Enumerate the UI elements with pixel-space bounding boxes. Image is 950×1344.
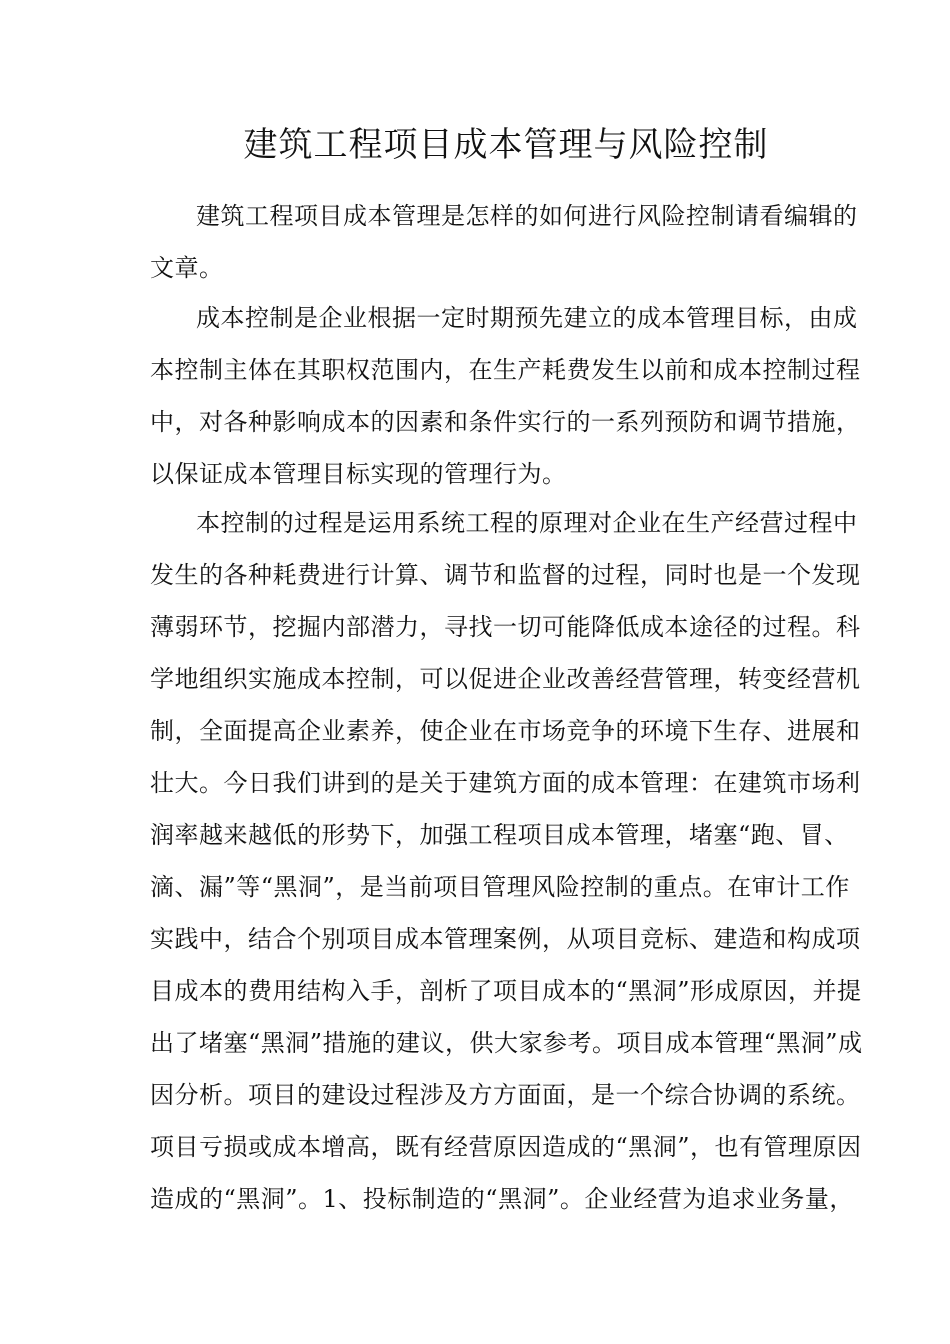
document-title: 建筑工程项目成本管理与风险控制 <box>243 125 769 165</box>
paragraph-line: 建筑工程项目成本管理是怎样的如何进行风险控制请看编辑的 <box>196 202 858 230</box>
paragraph-1 <box>150 190 858 294</box>
paragraph-line: 因分析。项目的建设过程涉及方方面面，是一个综合协调的系统。 <box>150 1081 861 1109</box>
paragraph-line: 造成的“黑洞”。1、投标制造的“黑洞”。企业经营为追求业务量， <box>150 1185 854 1213</box>
paragraph-line: 发生的各种耗费进行计算、调节和监督的过程，同时也是一个发现 <box>150 561 861 589</box>
paragraph-line: 滴、漏”等“黑洞”，是当前项目管理风险控制的重点。在审计工作 <box>150 873 850 901</box>
paragraph-line: 本控制的过程是运用系统工程的原理对企业在生产经营过程中 <box>196 509 858 537</box>
paragraph-line: 以保证成本管理目标实现的管理行为。 <box>150 460 567 488</box>
paragraph-line: 润率越来越低的形势下，加强工程项目成本管理，堵塞“跑、冒、 <box>150 821 849 849</box>
paragraph-3 <box>150 497 863 1225</box>
paragraph-2 <box>150 292 861 500</box>
paragraph-line: 薄弱环节，挖掘内部潜力，寻找一切可能降低成本途径的过程。科 <box>150 613 861 641</box>
paragraph-line: 文章。 <box>150 254 224 282</box>
paragraph-line: 目成本的费用结构入手，剖析了项目成本的“黑洞”形成原因，并提 <box>150 977 862 1005</box>
paragraph-line: 实践中，结合个别项目成本管理案例，从项目竞标、建造和构成项 <box>150 925 861 953</box>
paragraph-line: 成本控制是企业根据一定时期预先建立的成本管理目标，由成 <box>196 304 858 332</box>
paragraph-line: 出了堵塞“黑洞”措施的建议，供大家参考。项目成本管理“黑洞”成 <box>150 1029 863 1057</box>
paragraph-line: 项目亏损或成本增高，既有经营原因造成的“黑洞”，也有管理原因 <box>150 1133 862 1161</box>
paragraph-line: 壮大。今日我们讲到的是关于建筑方面的成本管理：在建筑市场利 <box>150 769 861 797</box>
paragraph-line: 制，全面提高企业素养，使企业在市场竞争的环境下生存、进展和 <box>150 717 861 745</box>
paragraph-line: 中，对各种影响成本的因素和条件实行的一系列预防和调节措施， <box>150 408 861 436</box>
paragraph-line: 本控制主体在其职权范围内，在生产耗费发生以前和成本控制过程 <box>150 356 861 384</box>
paragraph-line: 学地组织实施成本控制，可以促进企业改善经营管理，转变经营机 <box>150 665 861 693</box>
